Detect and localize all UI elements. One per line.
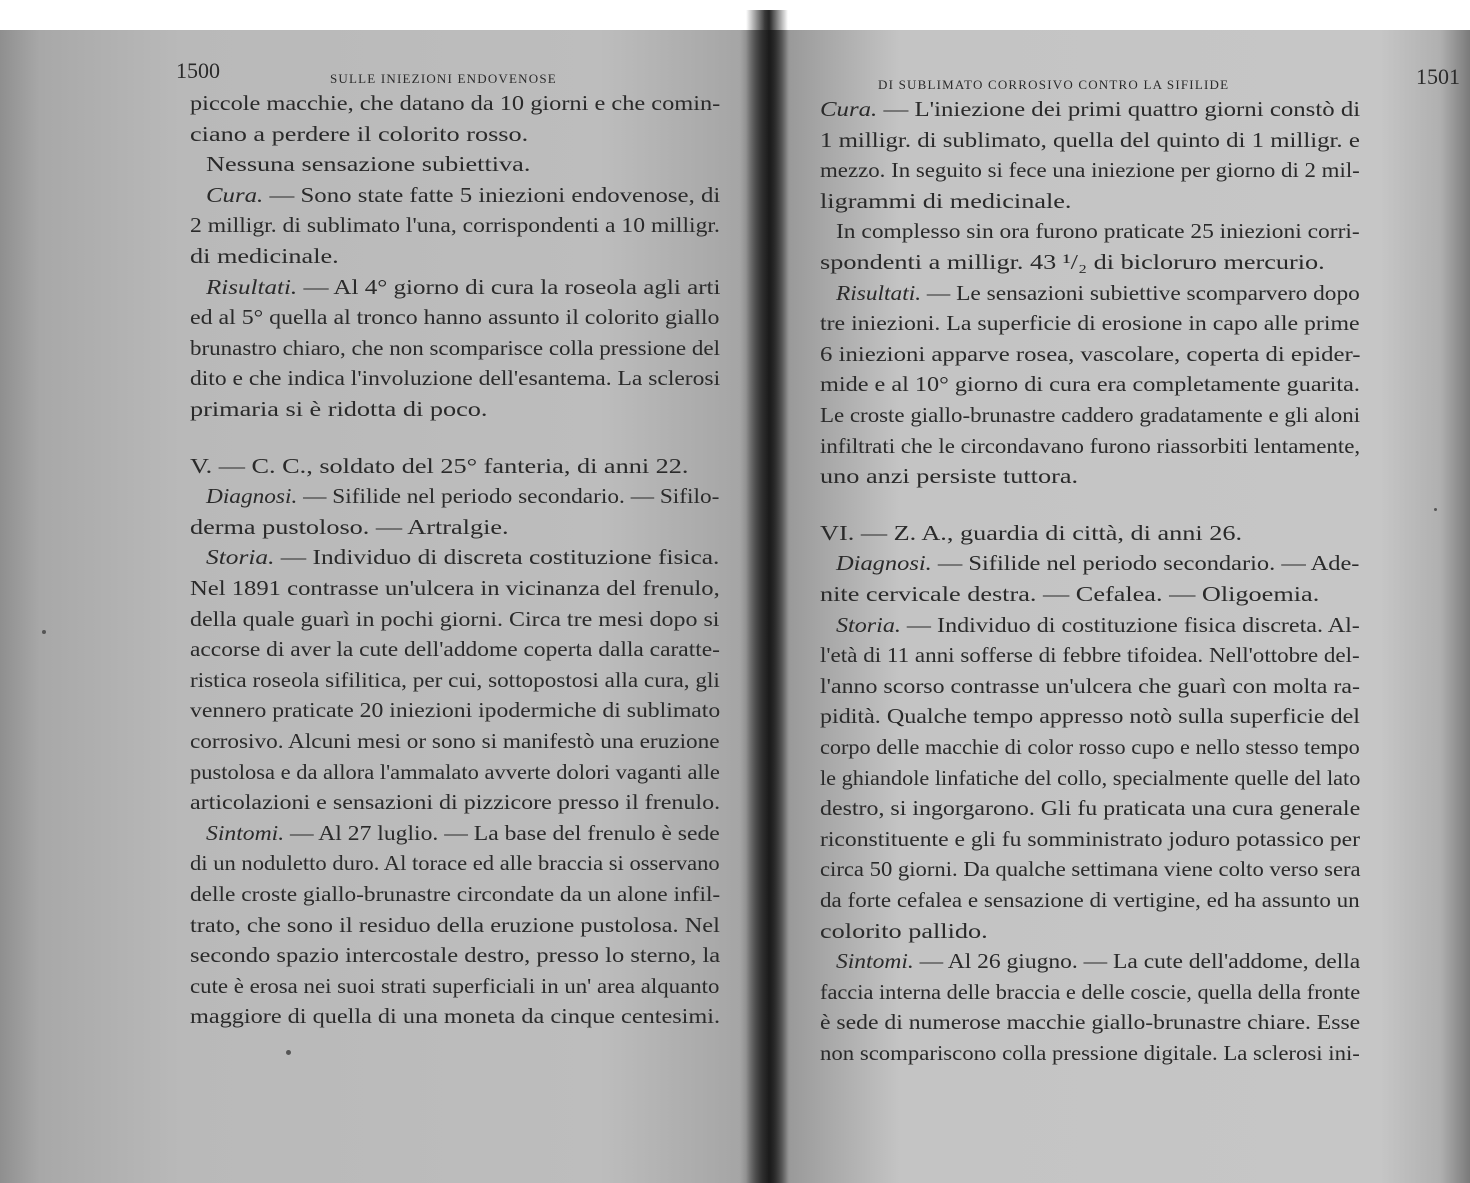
line-text: è sede di numerose macchie giallo-brunastre chiare. Esse bbox=[820, 1010, 1361, 1035]
text-line bbox=[820, 673, 1360, 699]
scan-speck bbox=[1434, 508, 1437, 511]
line-text: ed al 5° quella al tronco hanno assunto il colorito giallo bbox=[190, 305, 720, 330]
text-line bbox=[190, 789, 720, 815]
text-line bbox=[820, 463, 1078, 489]
text-line bbox=[820, 887, 1360, 913]
line-text: della quale guarì in pochi giorni. Circa tre mesi dopo si bbox=[190, 606, 720, 631]
line-text: 6 iniezioni apparve rosea, vascolare, coperta di epider- bbox=[820, 341, 1361, 366]
section-label: Cura. bbox=[820, 97, 878, 121]
text-line bbox=[190, 1003, 720, 1029]
line-text: secondo spazio intercostale destro, presso lo sterno, la bbox=[190, 943, 721, 968]
text-line bbox=[836, 948, 1360, 974]
text-line bbox=[190, 881, 720, 907]
text-line bbox=[820, 157, 1360, 183]
text-line bbox=[206, 483, 719, 509]
text-line bbox=[836, 612, 1360, 638]
line-text: brunastro chiaro, che non scomparisce colla pressione del bbox=[190, 335, 720, 360]
text-line bbox=[206, 182, 720, 208]
text-line bbox=[820, 520, 1242, 546]
line-text: articolazioni e sensazioni di pizzicore presso il frenulo. bbox=[190, 790, 721, 815]
text-line bbox=[820, 188, 1072, 214]
text-line bbox=[190, 396, 487, 422]
text-line bbox=[820, 765, 1360, 791]
line-text: piccole macchie, che datano da 10 giorni e che comin- bbox=[190, 91, 721, 115]
line-text: vennero praticate 20 iniezioni ipodermiche di sublimato bbox=[190, 698, 721, 723]
text-line bbox=[206, 544, 719, 570]
line-text: pustolosa e da allora l'ammalato avverte dolori vaganti alle bbox=[190, 759, 720, 784]
text-line bbox=[820, 341, 1361, 367]
text-line bbox=[190, 90, 720, 116]
text-line bbox=[820, 433, 1360, 459]
line-text: — Al 4° giorno di cura la roseola agli arti bbox=[297, 274, 721, 299]
line-text: mide e al 10° giorno di cura era completamente guarita. bbox=[820, 372, 1360, 397]
line-text: corpo delle macchie di color rosso cupo e nello stesso tempo bbox=[820, 735, 1360, 759]
line-text: pidità. Qualche tempo appresso notò sulla superficie del bbox=[820, 704, 1360, 729]
text-line bbox=[820, 795, 1360, 821]
section-label: Diagnosi. bbox=[836, 551, 932, 576]
line-text: VI. — Z. A., guardia di città, di anni 26. bbox=[820, 520, 1243, 545]
line-text: circa 50 giorni. Da qualche settimana viene colto verso sera bbox=[820, 857, 1361, 882]
line-text: — L'iniezione dei primi quattro giorni constò di bbox=[877, 97, 1361, 121]
line-text: V. — C. C., soldato del 25° fanteria, di anni 22. bbox=[190, 453, 689, 478]
line-text: Le croste giallo-brunastre caddero gradatamente e gli aloni bbox=[820, 403, 1361, 427]
text-line bbox=[190, 667, 720, 693]
text-line bbox=[190, 575, 720, 601]
section-label: Risultati. bbox=[206, 274, 298, 299]
text-line bbox=[190, 514, 509, 540]
line-text: ristica roseola sifilitica, per cui, sottopostosi alla cura, gli bbox=[190, 667, 720, 692]
line-text: — Al 27 luglio. — La base del frenulo è sede bbox=[284, 820, 720, 845]
text-line bbox=[190, 121, 528, 147]
running-head: DI SUBLIMATO CORROSIVO CONTRO LA SIFILIDE bbox=[878, 77, 1230, 92]
line-text: — Individuo di discreta costituzione fisica. bbox=[274, 545, 720, 570]
running-head: SULLE INIEZIONI ENDOVENOSE bbox=[330, 71, 557, 86]
text-line bbox=[206, 274, 720, 300]
section-label: Storia. bbox=[836, 612, 901, 637]
text-line bbox=[190, 973, 719, 999]
text-line bbox=[836, 550, 1359, 576]
line-text: l'anno scorso contrasse un'ulcera che guarì con molta ra- bbox=[820, 673, 1360, 698]
line-text: faccia interna delle braccia e delle coscie, quella della fronte bbox=[820, 979, 1361, 1004]
text-line bbox=[190, 850, 720, 876]
line-text: tre iniezioni. La superficie di erosione in capo alle prime bbox=[820, 311, 1360, 336]
line-text: destro, si ingorgarono. Gli fu praticata una cura generale bbox=[820, 796, 1361, 821]
text-line bbox=[820, 371, 1360, 397]
line-text: Nessuna sensazione subiettiva. bbox=[206, 152, 531, 177]
section-label: Sintomi. bbox=[206, 820, 285, 845]
text-line bbox=[820, 734, 1360, 760]
text-line bbox=[206, 151, 530, 177]
section-label: Storia. bbox=[206, 545, 275, 570]
text-line bbox=[190, 942, 720, 968]
line-text: riconstituente e gli fu somministrato joduro potassico per bbox=[820, 826, 1360, 851]
line-text: da forte cefalea e sensazione di vertigine, ed ha assunto un bbox=[820, 888, 1360, 912]
line-text: primaria si è ridotta di poco. bbox=[190, 397, 488, 421]
scan-speck bbox=[286, 1050, 291, 1055]
line-text: Nel 1891 contrasse un'ulcera in vicinanza del frenulo, bbox=[190, 576, 720, 600]
section-label: Sintomi. bbox=[836, 949, 914, 974]
text-line bbox=[820, 703, 1360, 729]
text-line bbox=[820, 856, 1361, 882]
text-line bbox=[190, 636, 720, 662]
section-label: Risultati. bbox=[836, 280, 922, 305]
line-text: — Sono state fatte 5 iniezioni endovenose, di bbox=[263, 182, 721, 207]
text-line bbox=[820, 127, 1360, 153]
line-text: di un noduletto duro. Al torace ed alle braccia si osservano bbox=[190, 851, 720, 876]
text-line bbox=[190, 606, 719, 632]
line-text: — Al 26 giugno. — La cute dell'addome, della bbox=[913, 949, 1361, 974]
line-text: maggiore di quella di una moneta da cinque centesimi. bbox=[190, 1004, 721, 1029]
line-text: dito e che indica l'involuzione dell'esantema. La sclerosi bbox=[190, 366, 721, 391]
section-label: Diagnosi. bbox=[206, 484, 298, 509]
text-line bbox=[820, 918, 988, 944]
line-text: mezzo. In seguito si fece una iniezione per giorno di 2 mil- bbox=[820, 158, 1360, 183]
text-line bbox=[190, 304, 719, 330]
text-line bbox=[190, 335, 720, 361]
line-text: corrosivo. Alcuni mesi or sono si manifestò una eruzione bbox=[190, 729, 720, 753]
line-text: delle croste giallo-brunastre circondate da un alone infil- bbox=[190, 882, 721, 906]
text-line bbox=[820, 581, 1319, 607]
line-text: colorito pallido. bbox=[820, 918, 988, 943]
text-line bbox=[820, 249, 1325, 275]
text-line bbox=[190, 697, 720, 723]
line-text: derma pustoloso. — Artralgie. bbox=[190, 514, 509, 539]
line-text: trato, che sono il residuo della eruzione pustolosa. Nel bbox=[190, 912, 720, 937]
line-text: l'età di 11 anni sofferse di febbre tifoidea. Nell'ottobre del- bbox=[820, 643, 1360, 668]
line-text: 1 milligr. di sublimato, quella del quinto di 1 milligr. e bbox=[820, 127, 1360, 152]
line-text: cute è erosa nei suoi strati superficiali in un' area alquanto bbox=[190, 973, 720, 998]
right-page bbox=[780, 0, 1470, 1183]
line-text: di medicinale. bbox=[190, 244, 339, 268]
text-line bbox=[820, 402, 1360, 428]
line-text: accorse di aver la cute dell'addome coperta dalla caratte- bbox=[190, 637, 720, 662]
text-line bbox=[820, 642, 1360, 668]
page-number: 1500 bbox=[176, 58, 220, 83]
line-text: uno anzi persiste tuttora. bbox=[820, 464, 1079, 489]
scan-speck bbox=[42, 630, 46, 634]
text-line bbox=[820, 310, 1360, 336]
text-line bbox=[190, 212, 720, 238]
line-text: — Sifilide nel periodo secondario. — Sifilo- bbox=[297, 484, 720, 509]
text-line bbox=[190, 912, 720, 938]
text-line bbox=[190, 728, 720, 754]
line-text: le ghiandole linfatiche del collo, specialmente quelle del lato bbox=[820, 765, 1361, 790]
line-text: non scompariscono colla pressione digitale. La sclerosi ini- bbox=[820, 1041, 1360, 1065]
line-text: — Le sensazioni subiettive scomparvero dopo bbox=[921, 280, 1360, 305]
section-label: Cura. bbox=[206, 182, 264, 207]
line-text: 2 milligr. di sublimato l'una, corrispondenti a 10 milligr. bbox=[190, 213, 720, 238]
text-line bbox=[836, 218, 1360, 244]
text-line bbox=[820, 979, 1360, 1005]
line-text: nite cervicale destra. — Cefalea. — Oligoemia. bbox=[820, 582, 1320, 606]
line-text: ciano a perdere il colorito rosso. bbox=[190, 121, 529, 146]
text-line bbox=[190, 759, 720, 785]
text-line bbox=[190, 365, 720, 391]
text-line bbox=[190, 453, 688, 479]
line-text: — Individuo di costituzione fisica discreta. Al- bbox=[900, 612, 1360, 637]
line-text: spondenti a milligr. 43 ¹/₂ di bicloruro mercurio. bbox=[820, 250, 1325, 274]
text-line bbox=[820, 96, 1360, 122]
page-number: 1501 bbox=[1416, 64, 1460, 89]
text-line bbox=[190, 243, 339, 269]
line-text: infiltrati che le circondavano furono riassorbiti lentamente, bbox=[820, 433, 1361, 458]
line-text: In complesso sin ora furono praticate 25 iniezioni corri- bbox=[836, 219, 1360, 244]
text-line bbox=[820, 1009, 1360, 1035]
text-line bbox=[820, 826, 1360, 852]
text-line bbox=[820, 1040, 1360, 1066]
line-text: — Sifilide nel periodo secondario. — Ade- bbox=[931, 551, 1360, 576]
text-line bbox=[206, 820, 720, 846]
line-text: ligrammi di medicinale. bbox=[820, 188, 1072, 213]
text-line bbox=[836, 280, 1360, 306]
